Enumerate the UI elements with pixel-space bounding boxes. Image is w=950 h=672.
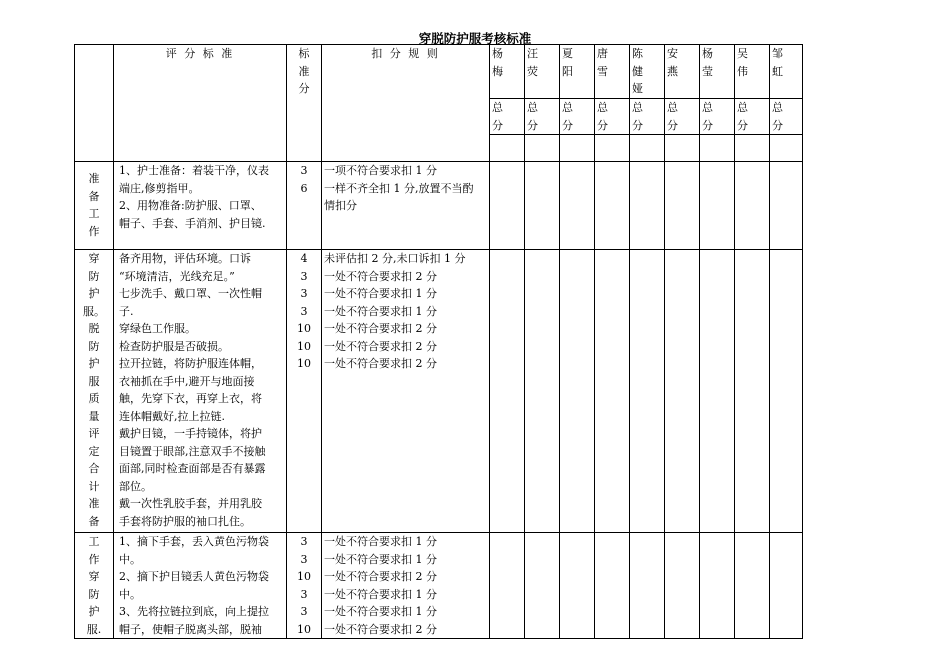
score-values: 4 3 3 3 10 10 10 <box>287 250 322 533</box>
score-cell[interactable] <box>700 250 735 533</box>
total-score-cell[interactable] <box>560 135 595 162</box>
score-cell[interactable] <box>630 162 665 250</box>
total-label: 总 分 <box>735 99 770 135</box>
score-cell[interactable] <box>630 533 665 639</box>
page-title: 穿脱防护服考核标准 <box>418 31 532 46</box>
total-score-cell[interactable] <box>595 135 630 162</box>
score-cell[interactable] <box>525 250 560 533</box>
score-cell[interactable] <box>595 162 630 250</box>
score-values: 3 3 10 3 3 10 <box>287 533 322 639</box>
score-cell[interactable] <box>735 162 770 250</box>
score-header: 标 准 分 <box>287 45 322 162</box>
name-header-wangying: 汪 荧 <box>525 45 560 99</box>
total-score-cell[interactable] <box>525 135 560 162</box>
score-cell[interactable] <box>560 162 595 250</box>
total-label: 总 分 <box>700 99 735 135</box>
assessment-table <box>74 44 803 639</box>
criteria-text: 1、摘下手套，丢入黄色污物袋 中。 2、摘下护目镜丢人黄色污物袋 中。 3、先将拉链拉到底，向上提拉 帽子，使帽子脱离头部，脱袖 <box>114 533 287 639</box>
score-cell[interactable] <box>525 533 560 639</box>
score-cell[interactable] <box>770 533 803 639</box>
score-cell[interactable] <box>770 162 803 250</box>
section-label: 工 作 穿 防 护 服. <box>75 533 114 639</box>
score-cell[interactable] <box>560 533 595 639</box>
score-cell[interactable] <box>770 250 803 533</box>
score-cell[interactable] <box>700 533 735 639</box>
total-label: 总 分 <box>770 99 803 135</box>
total-label: 总 分 <box>525 99 560 135</box>
section-label: 准 备 工 作 <box>75 162 114 250</box>
criteria-text: 1、护士准备：着装干净，仪表 端庄,修剪指甲。 2、用物准备:防护服、口罩、 帽子、手套、手消剂、护目镜. <box>114 162 287 250</box>
score-cell[interactable] <box>595 533 630 639</box>
section-label: 穿 防 护 服。 脱 防 护 服 质 量 评 定 合 计 准 备 <box>75 250 114 533</box>
name-header-yangmei: 杨 梅 <box>490 45 525 99</box>
deduction-rules: 一项不符合要求扣 1 分 一样不齐全扣 1 分,放置不当酌 情扣分 <box>322 162 490 250</box>
total-label: 总 分 <box>595 99 630 135</box>
deduction-rules: 未评估扣 2 分,未口诉扣 1 分 一处不符合要求扣 2 分 一处不符合要求扣 1 分 一处不符合要求扣 1 分 一处不符合要求扣 2 分 一处不符合要求扣 2 分 一处不符合要求扣 2 分 <box>322 250 490 533</box>
score-cell[interactable] <box>735 250 770 533</box>
score-cell[interactable] <box>700 162 735 250</box>
name-header-anyan: 安 燕 <box>665 45 700 99</box>
total-score-cell[interactable] <box>700 135 735 162</box>
score-cell[interactable] <box>665 533 700 639</box>
name-header-xiayang: 夏 阳 <box>560 45 595 99</box>
name-header-chenjianya: 陈 健 娅 <box>630 45 665 99</box>
name-header-wuwei: 吴 伟 <box>735 45 770 99</box>
rules-header: 扣 分 规 则 <box>322 45 490 162</box>
score-cell[interactable] <box>490 533 525 639</box>
total-label: 总 分 <box>490 99 525 135</box>
score-cell[interactable] <box>525 162 560 250</box>
criteria-text: 备齐用物，评估环境。口诉 “环境清洁，光线充足。” 七步洗手、戴口罩、一次性帽 子. 穿绿色工作服。 检查防护服是否破损。 拉开拉链，将防护服连体帽， 衣袖抓在手中,避开与地面接 触，先穿下衣，再穿上衣，将 连体帽戴好,拉上拉链. 戴护目镜，一手持镜体，将护 目镜置于眼部,注意双手不接触 面部,同时检查面部是否有暴露 部位。 戴一次性乳胶手套，并用乳胶 手套将防护服的袖口扎住。 <box>114 250 287 533</box>
name-header-tangxue: 唐 雪 <box>595 45 630 99</box>
header-blank-cell <box>75 45 114 162</box>
score-cell[interactable] <box>630 250 665 533</box>
section-preparation-row <box>75 162 803 250</box>
score-values: 3 6 <box>287 162 322 250</box>
total-score-cell[interactable] <box>490 135 525 162</box>
total-label: 总 分 <box>630 99 665 135</box>
criteria-header: 评 分 标 准 <box>114 45 287 162</box>
score-cell[interactable] <box>665 162 700 250</box>
section-work-doff-row <box>75 533 803 639</box>
header-row <box>75 45 803 99</box>
total-score-cell[interactable] <box>735 135 770 162</box>
section-don-doff-row <box>75 250 803 533</box>
total-label: 总 分 <box>665 99 700 135</box>
score-cell[interactable] <box>560 250 595 533</box>
total-label: 总 分 <box>560 99 595 135</box>
name-header-yangying: 杨 莹 <box>700 45 735 99</box>
score-cell[interactable] <box>595 250 630 533</box>
total-score-cell[interactable] <box>665 135 700 162</box>
deduction-rules: 一处不符合要求扣 1 分 一处不符合要求扣 1 分 一处不符合要求扣 2 分 一处不符合要求扣 1 分 一处不符合要求扣 1 分 一处不符合要求扣 2 分 <box>322 533 490 639</box>
score-cell[interactable] <box>665 250 700 533</box>
score-cell[interactable] <box>735 533 770 639</box>
score-cell[interactable] <box>490 250 525 533</box>
total-score-cell[interactable] <box>630 135 665 162</box>
total-score-cell[interactable] <box>770 135 803 162</box>
score-cell[interactable] <box>490 162 525 250</box>
name-header-zouhong: 邹 虹 <box>770 45 803 99</box>
